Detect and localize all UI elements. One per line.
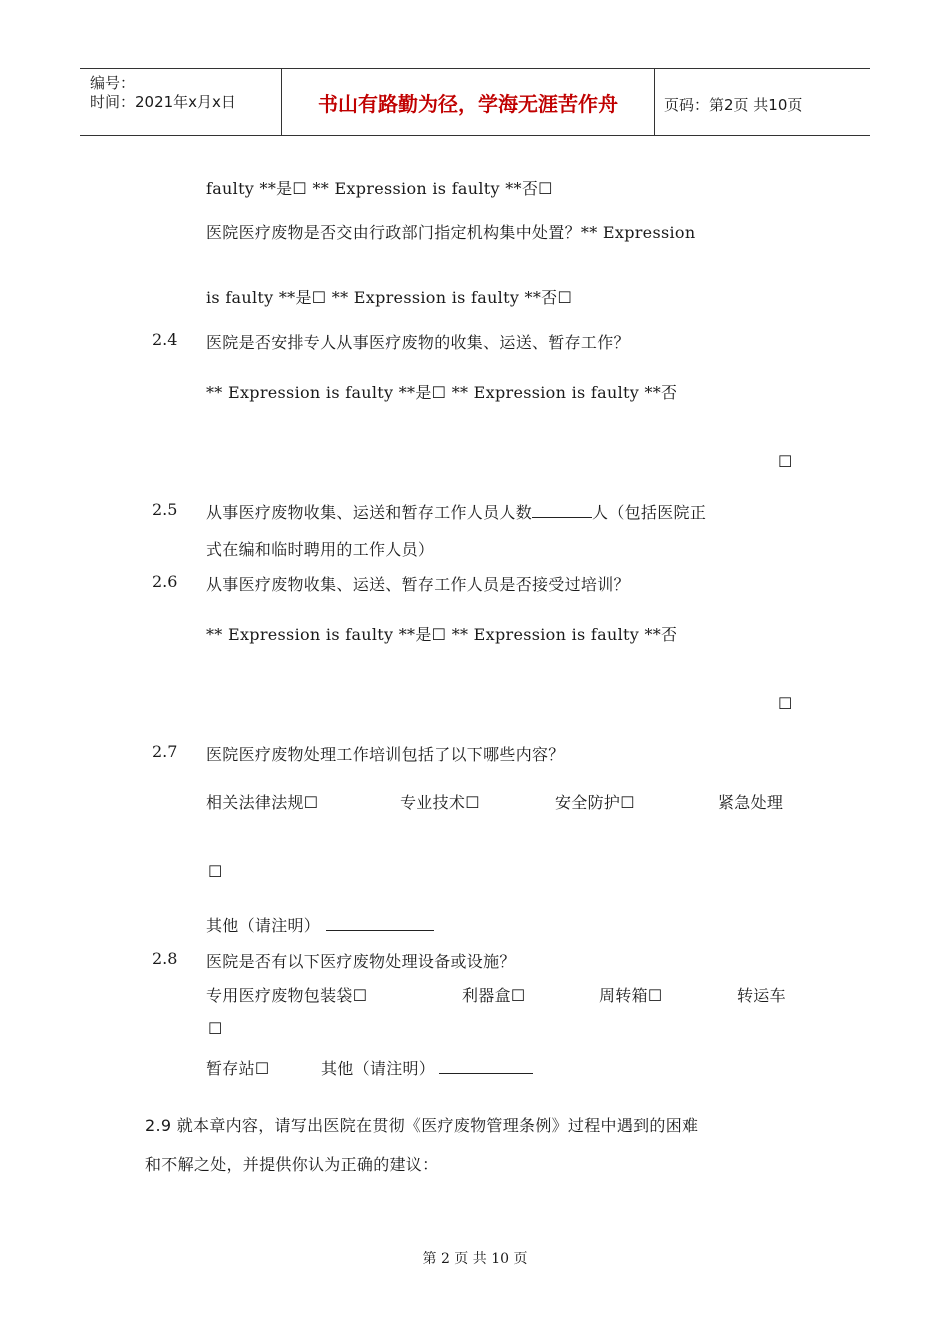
header-code-label: 编号：: [90, 74, 136, 92]
question-2-7-number: 2.7: [152, 742, 178, 761]
line-faulty-options-1: faulty **是☐ ** Expression is faulty **否☐: [206, 179, 553, 198]
question-2-7-text: 医院医疗废物处理工作培训包括了以下哪些内容？: [206, 745, 565, 764]
question-2-8-number: 2.8: [152, 949, 178, 968]
facility-option-sharps-box[interactable]: 利器盒☐: [462, 986, 526, 1005]
header-time-label: 时间：2021年x月x日: [90, 93, 236, 111]
training-other-blank[interactable]: [326, 916, 434, 931]
facility-option-turnover-box[interactable]: 周转箱☐: [599, 986, 663, 1005]
staff-count-blank[interactable]: [532, 503, 592, 518]
question-2-8-text: 医院是否有以下医疗废物处理设备或设施？: [206, 952, 516, 971]
header-motto: 书山有路勤为径，学海无涯苦作舟: [318, 92, 618, 116]
facility-option-storage-station[interactable]: 暂存站☐: [206, 1059, 270, 1078]
line-centralized-disposal-question: 医院医疗废物是否交由行政部门指定机构集中处置？** Expression: [206, 223, 696, 242]
question-2-6-number: 2.6: [152, 572, 178, 591]
question-2-4-text: 医院是否安排专人从事医疗废物的收集、运送、暂存工作？: [206, 333, 630, 352]
training-other-label: 其他（请注明）: [206, 916, 321, 935]
training-option-technical[interactable]: 专业技术☐: [400, 793, 480, 812]
page-footer: 第 2 页 共 10 页: [422, 1251, 528, 1267]
question-2-9-continuation: 和不解之处，并提供你认为正确的建议：: [145, 1155, 439, 1174]
question-2-5-text: [206, 500, 706, 523]
header-bottom-rule: [80, 135, 870, 136]
question-2-5-continuation: 式在编和临时聘用的工作人员）: [206, 540, 435, 559]
training-option-emergency: 紧急处理: [718, 793, 784, 812]
header-divider-right: [654, 68, 655, 136]
question-2-6-text: 从事医疗废物收集、运送、暂存工作人员是否接受过培训？: [206, 575, 630, 594]
question-2-5-text-a: 从事医疗废物收集、运送和暂存工作人员人数: [206, 503, 533, 522]
question-2-4-number: 2.4: [152, 330, 178, 349]
question-2-5-number: 2.5: [152, 500, 178, 519]
question-2-4-checkbox[interactable]: ☐: [778, 452, 793, 471]
question-2-9-text: 2.9 就本章内容，请写出医院在贯彻《医疗废物管理条例》过程中遇到的困难: [145, 1116, 699, 1135]
header-top-rule: [80, 68, 870, 69]
facility-other-label: 其他（请注明）: [321, 1059, 436, 1078]
question-2-4-options: ** Expression is faulty **是☐ ** Expression is faulty **否: [206, 383, 678, 402]
facility-option-bag[interactable]: 专用医疗废物包装袋☐: [206, 986, 368, 1005]
training-option-emergency-checkbox[interactable]: ☐: [208, 862, 223, 881]
question-2-6-checkbox[interactable]: ☐: [778, 694, 793, 713]
training-other-field: [206, 913, 434, 936]
header-page-info: 页码：第2页 共10页: [664, 96, 803, 114]
training-option-legal[interactable]: 相关法律法规☐: [206, 793, 319, 812]
facility-option-transfer-cart-checkbox[interactable]: ☐: [208, 1019, 223, 1038]
facility-other-field: [321, 1056, 533, 1079]
question-2-6-options: ** Expression is faulty **是☐ ** Expression is faulty **否: [206, 625, 678, 644]
facility-option-transfer-cart: 转运车: [737, 986, 786, 1005]
line-faulty-options-2: is faulty **是☐ ** Expression is faulty **否☐: [206, 288, 573, 307]
question-2-5-text-b: 人（包括医院正: [592, 503, 707, 522]
facility-other-blank[interactable]: [439, 1059, 533, 1074]
training-option-safety[interactable]: 安全防护☐: [555, 793, 635, 812]
